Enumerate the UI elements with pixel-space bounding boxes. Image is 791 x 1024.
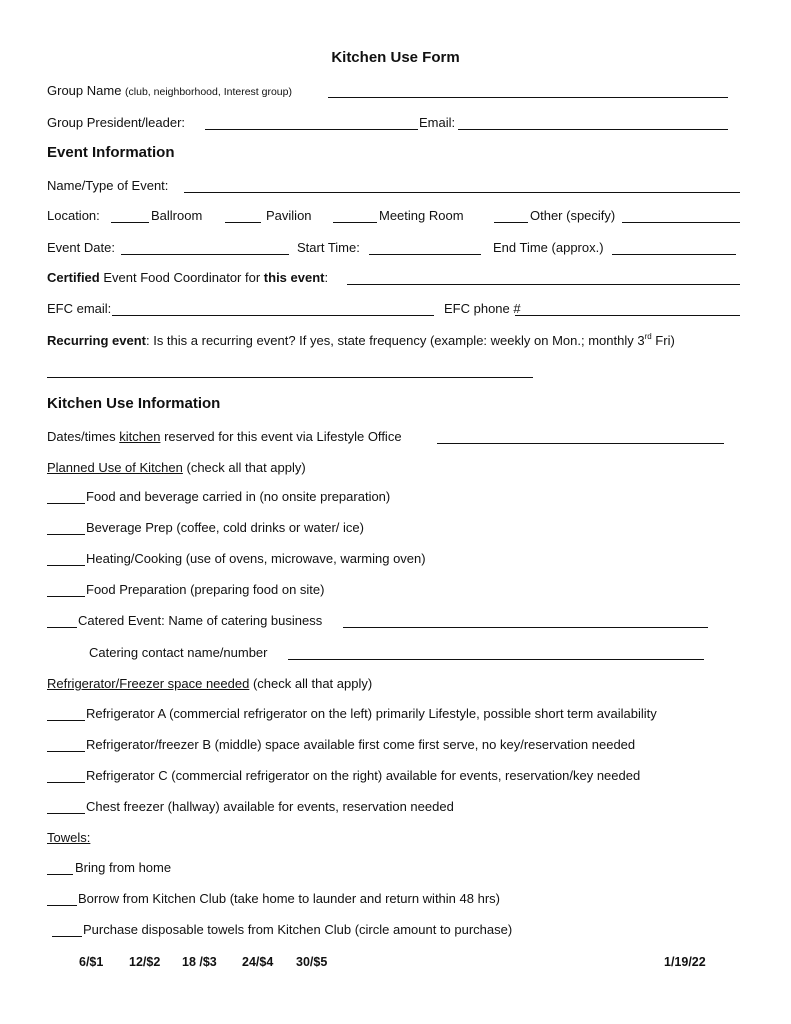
- fridge-option-chest: Chest freezer (hallway) available for events, reservation needed: [86, 799, 454, 814]
- price-18[interactable]: 18 /$3: [182, 955, 217, 969]
- recurring-row: [47, 333, 675, 349]
- fridge-option-b: Refrigerator/freezer B (middle) space available first come first serve, no key/reservation needed: [86, 737, 636, 752]
- planned-option-food-prep: Food Preparation (preparing food on site): [86, 582, 325, 597]
- planned-option-beverage: Beverage Prep (coffee, cold drinks or water/ ice): [86, 520, 364, 535]
- location-ballroom-label: Ballroom: [151, 208, 203, 223]
- planned-use-hint: (check all that apply): [182, 460, 306, 475]
- group-name-field[interactable]: [328, 97, 728, 98]
- fridge-option-check[interactable]: [47, 782, 85, 783]
- towels-label: Towels:: [47, 830, 91, 845]
- catering-business-field[interactable]: [343, 627, 708, 628]
- start-time-label: Start Time:: [297, 240, 360, 255]
- fridge-option-c: Refrigerator C (commercial refrigerator on the right) available for events, reservation/key needed: [86, 768, 641, 783]
- recurring-label: Recurring event: [47, 333, 146, 348]
- recurring-text: : Is this a recurring event? If yes, state frequency (example: weekly on Mon.; monthly 3: [145, 333, 645, 348]
- price-12[interactable]: 12/$2: [129, 955, 161, 969]
- planned-use-label: Planned Use of Kitchen: [47, 460, 183, 475]
- planned-option-check[interactable]: [47, 503, 85, 504]
- fridge-option-check[interactable]: [47, 813, 85, 814]
- recurring-field[interactable]: [47, 377, 533, 378]
- planned-use-row: [47, 460, 306, 476]
- efc-label-this-event: this event: [263, 270, 325, 285]
- group-email-field[interactable]: [458, 129, 728, 130]
- location-other-label: Other (specify): [530, 208, 616, 223]
- towel-option-borrow: Borrow from Kitchen Club (take home to launder and return within 48 hrs): [78, 891, 500, 906]
- catered-check[interactable]: [47, 627, 77, 628]
- efc-label-coordinator: Event Food Coordinator for: [103, 270, 261, 285]
- kitchen-dates-label-end: reserved for this event via Lifestyle Office: [160, 429, 402, 444]
- form-date: 1/19/22: [664, 955, 706, 969]
- recurring-sup: rd: [644, 332, 652, 341]
- kitchen-dates-kitchen-word: kitchen: [119, 429, 161, 444]
- event-date-field[interactable]: [121, 254, 289, 255]
- fridge-hint: (check all that apply): [249, 676, 373, 691]
- efc-email-label: EFC email:: [47, 301, 112, 316]
- efc-label-certified: Certified: [47, 270, 100, 285]
- location-other-field[interactable]: [622, 222, 740, 223]
- efc-phone-field[interactable]: [515, 315, 740, 316]
- planned-option-heating: Heating/Cooking (use of ovens, microwave, warming oven): [86, 551, 426, 566]
- catering-contact-label: Catering contact name/number: [89, 645, 268, 660]
- event-name-label: Name/Type of Event:: [47, 178, 169, 193]
- planned-option-check[interactable]: [47, 596, 85, 597]
- group-president-field[interactable]: [205, 129, 418, 130]
- catering-contact-field[interactable]: [288, 659, 704, 660]
- efc-email-field[interactable]: [112, 315, 434, 316]
- price-30[interactable]: 30/$5: [296, 955, 328, 969]
- event-info-heading: Event Information: [47, 144, 175, 161]
- fridge-option-a: Refrigerator A (commercial refrigerator on the left) primarily Lifestyle, possible short term availability: [86, 706, 657, 721]
- location-pavilion-check[interactable]: [225, 222, 261, 223]
- fridge-row: [47, 676, 372, 692]
- group-president-label: Group President/leader:: [47, 115, 186, 130]
- planned-option-check[interactable]: [47, 565, 85, 566]
- efc-name-field[interactable]: [347, 284, 740, 285]
- group-name-row: [47, 83, 292, 100]
- kitchen-dates-row: [47, 429, 402, 445]
- recurring-text-end: Fri): [651, 333, 675, 348]
- start-time-field[interactable]: [369, 254, 481, 255]
- event-name-field[interactable]: [184, 192, 740, 193]
- price-6[interactable]: 6/$1: [79, 955, 104, 969]
- kitchen-dates-field[interactable]: [437, 443, 724, 444]
- efc-phone-label: EFC phone #: [444, 301, 521, 316]
- end-time-label: End Time (approx.): [493, 240, 604, 255]
- price-24[interactable]: 24/$4: [242, 955, 274, 969]
- towel-option-check[interactable]: [52, 936, 82, 937]
- towel-option-check[interactable]: [47, 874, 73, 875]
- fridge-label: Refrigerator/Freezer space needed: [47, 676, 250, 691]
- location-label: Location:: [47, 208, 100, 223]
- location-other-check[interactable]: [494, 222, 528, 223]
- group-name-hint: (club, neighborhood, Interest group): [125, 86, 292, 98]
- towel-option-check[interactable]: [47, 905, 77, 906]
- fridge-option-check[interactable]: [47, 720, 85, 721]
- fridge-option-check[interactable]: [47, 751, 85, 752]
- form-title: Kitchen Use Form: [331, 49, 460, 66]
- towel-option-bring: Bring from home: [75, 860, 172, 875]
- towel-option-purchase: Purchase disposable towels from Kitchen Club (circle amount to purchase): [83, 922, 513, 937]
- catered-label: Catered Event: Name of catering business: [78, 613, 323, 628]
- kitchen-dates-label: Dates/times: [47, 429, 120, 444]
- location-ballroom-check[interactable]: [111, 222, 149, 223]
- location-pavilion-label: Pavilion: [266, 208, 312, 223]
- planned-option-check[interactable]: [47, 534, 85, 535]
- group-email-label: Email:: [419, 115, 456, 130]
- location-meeting-room-label: Meeting Room: [379, 208, 464, 223]
- end-time-field[interactable]: [612, 254, 736, 255]
- kitchen-info-heading: Kitchen Use Information: [47, 395, 221, 412]
- location-meeting-room-check[interactable]: [333, 222, 377, 223]
- efc-row: Certified Event Food Coordinator for this event:: [47, 270, 329, 285]
- planned-option-carried-in: Food and beverage carried in (no onsite preparation): [86, 489, 391, 504]
- group-name-label: Group Name: [47, 83, 122, 98]
- event-date-label: Event Date:: [47, 240, 115, 255]
